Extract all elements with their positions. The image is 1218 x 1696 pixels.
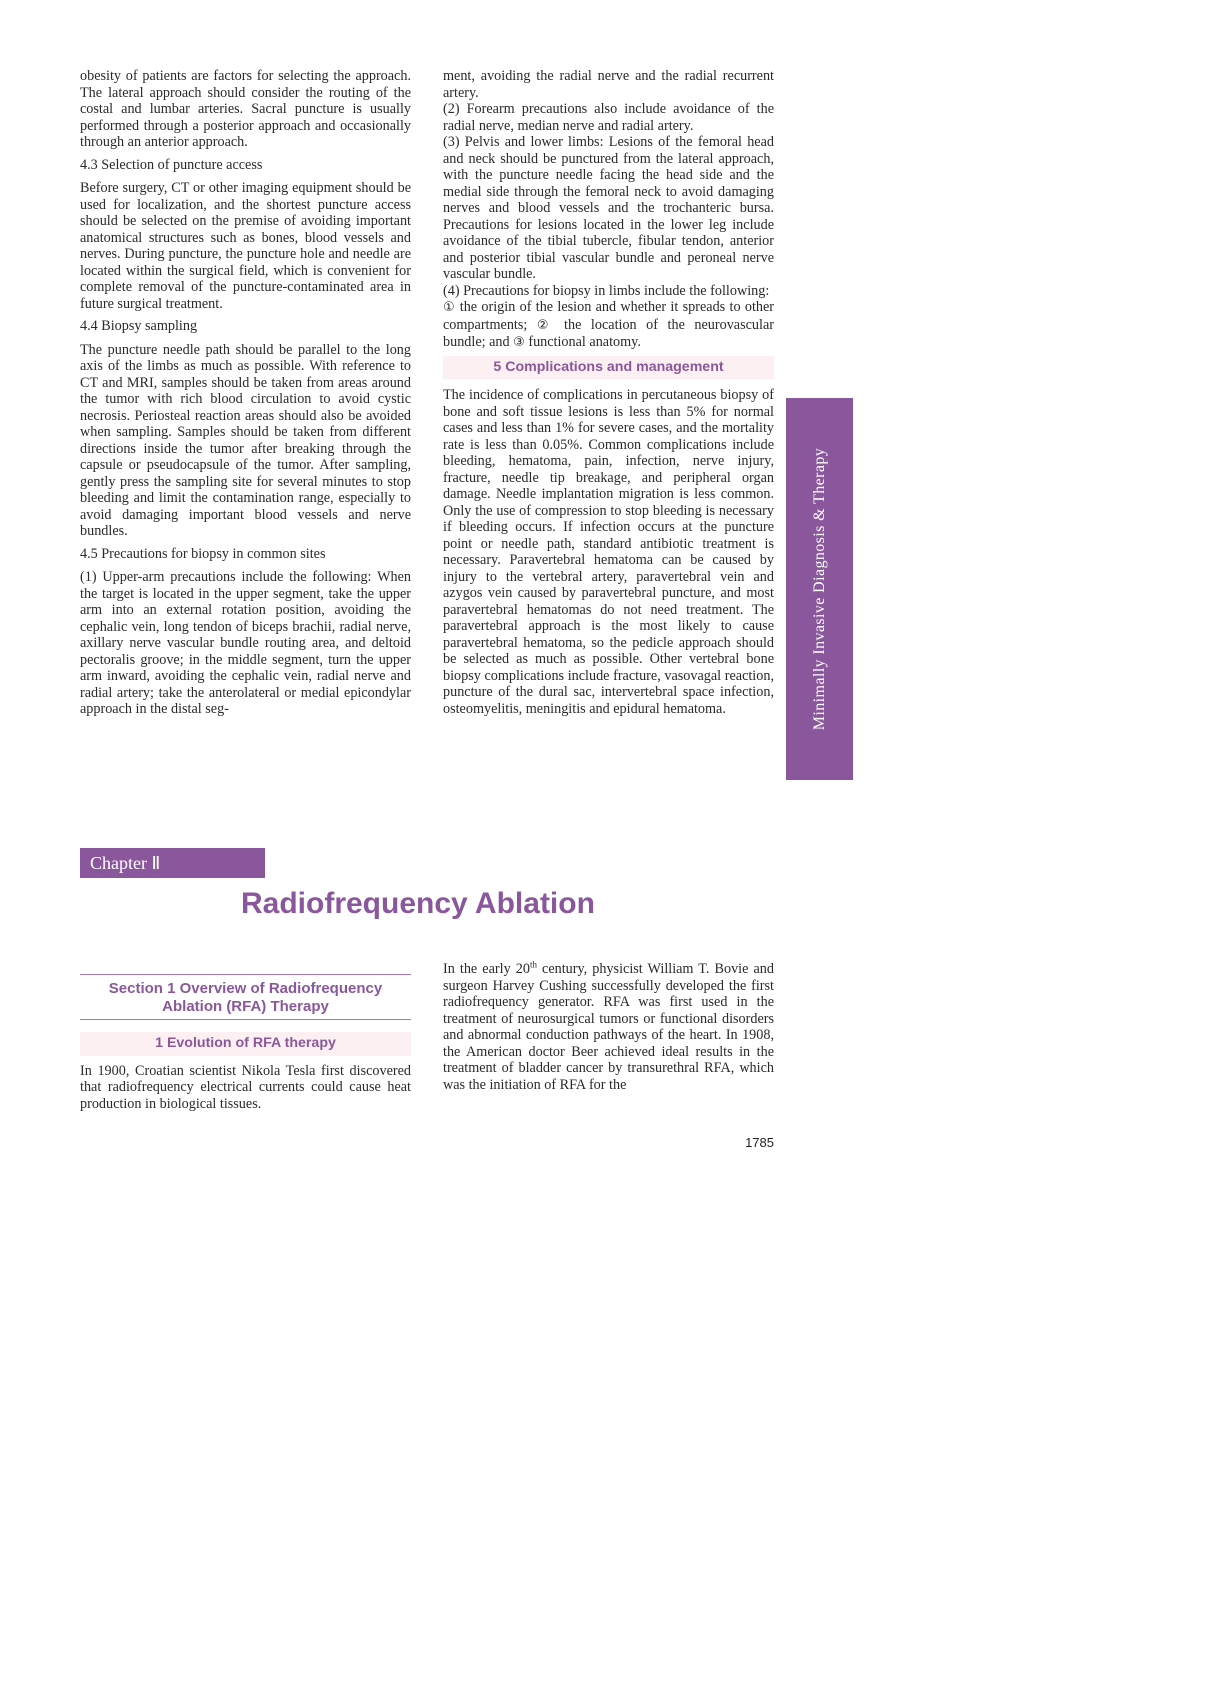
text-span: the location of the neurovascular bundle; and	[443, 316, 774, 350]
chapter-label: Chapter Ⅱ	[80, 848, 265, 878]
paragraph: Before surgery, CT or other imaging equipment should be used for localization, and the shortest puncture access should be selected on the premise of avoiding important anatomical structures such as bones, blood vessels and nerves. During puncture, the puncture hole and needle are located within the surgical field, which is convenient for complete removal of the puncture-contaminated area in future surgical treatment.	[80, 180, 411, 312]
section-heading-evolution: 1 Evolution of RFA therapy	[80, 1032, 411, 1056]
subheading-4-3: 4.3 Selection of puncture access	[80, 156, 263, 173]
paragraph: obesity of patients are factors for selecting the approach. The lateral approach should consider the routing of the costal and lumbar arteries. Sacral puncture is usually performed through a posterior approach and occasionally through an anterior approach.	[80, 68, 411, 150]
paragraph	[443, 961, 774, 1093]
text-span: century, physicist William T. Bovie and surgeon Harvey Cushing successfully developed the first radiofrequency generator. RFA was first used in the treatment of neurosurgical tumors or functional disorders and abnormal conduction pathways of the heart. In 1908, the American doctor Beer achieved ideal results in the treatment of bladder cancer by transurethral RFA, which was the initiation of RFA for the	[443, 961, 774, 1093]
side-tab	[786, 398, 853, 780]
right-column-bottom	[443, 961, 774, 1093]
section-title-box	[80, 974, 411, 1020]
paragraph: (1) Upper-arm precautions include the following: When the target is located in the upper segment, take the upper arm into an external rotation position, avoiding the cephalic vein, long tendon of biceps brachii, radial nerve, axillary nerve vascular bundle routing area, and deltoid pectoralis groove; in the middle segment, turn the upper arm inward, avoiding the cephalic vein, radial nerve and radial artery; take the anterolateral or medial epicondylar approach in the distal seg-	[80, 569, 411, 717]
page-number: 1785	[745, 1135, 774, 1150]
paragraph: (3) Pelvis and lower limbs: Lesions of the femoral head and neck should be punctured from the lateral approach, with the puncture needle facing the head side and the medial side through the femoral neck to avoid damaging nerves and blood vessels and the trochanteric bursa. Precautions for lesions located in the lower leg include avoidance of the tibial tubercle, fibular tendon, anterior and posterior tibial vascular bundle and peroneal nerve vascular bundle.	[443, 134, 774, 282]
subheading-4-5: 4.5 Precautions for biopsy in common sites	[80, 545, 326, 562]
section-title-line: Ablation (RFA) Therapy	[162, 997, 329, 1015]
circled-number: ③	[513, 335, 525, 350]
section-title-line: Section 1 Overview of Radiofrequency	[108, 980, 383, 997]
enumerated-paragraph	[443, 299, 774, 352]
left-column-bottom	[80, 1032, 411, 1112]
circled-number: ②	[536, 317, 555, 333]
paragraph: ment, avoiding the radial nerve and the radial recurrent artery.	[443, 68, 774, 101]
left-column-top	[80, 68, 411, 718]
text-span: functional anatomy.	[524, 334, 641, 350]
paragraph: (4) Precautions for biopsy in limbs include the following:	[443, 282, 770, 299]
side-tab-label: Minimally Invasive Diagnosis & Therapy	[810, 447, 828, 731]
text-span: In the early 20	[443, 961, 530, 977]
chapter-title: Radiofrequency Ablation	[241, 887, 595, 920]
superscript: th	[529, 959, 537, 970]
paragraph: The puncture needle path should be parallel to the long axis of the limbs as much as possible. With reference to CT and MRI, samples should be taken from areas around the tumor with rich blood circulation to avoid cystic necrosis. Periosteal reaction areas should also be avoided when sampling. Samples should be taken from different directions inside the tumor after breaking through the capsule or pseudocapsule of the tumor. After sampling, gently press the sampling site for several minutes to stop bleeding and limit the contamination range, especially to avoid damaging important blood vessels and nerve bundles.	[80, 341, 411, 539]
paragraph: In 1900, Croatian scientist Nikola Tesla first discovered that radiofrequency electrical currents could cause heat production in biological tissues.	[80, 1062, 411, 1112]
right-column-top	[443, 68, 774, 717]
text-span: the origin of the lesion and whether it spreads to other compartments;	[443, 299, 775, 333]
paragraph: (2) Forearm precautions also include avoidance of the radial nerve, median nerve and radial artery.	[443, 101, 774, 134]
section-heading-complications: 5 Complications and management	[443, 356, 774, 380]
paragraph: The incidence of complications in percutaneous biopsy of bone and soft tissue lesions is less than 5% for normal cases and less than 1% for severe cases, and the mortality rate is less than 0.05%. Common complications include bleeding, hematoma, pain, infection, nerve injury, fracture, needle tip breakage, and peripheral organ damage. Needle implantation migration is less common. Only the use of compression to stop bleeding is necessary if bleeding occurs. If infection occurs at the puncture point or needle path, standard antibiotic treatment is necessary. Paravertebral hematoma can be caused by injury to the vertebral artery, paravertebral vein and azygos vein caused by paravertebral puncture, and most paravertebral hematomas do not need treatment. The paravertebral approach is the most likely to cause paravertebral hematoma, so the pedicle approach should be selected as much as possible. Other vertebral bone biopsy complications include fracture, vasovagal reaction, puncture of the dural sac, intervertebral space infection, osteomyelitis, meningitis and epidural hematoma.	[443, 387, 774, 717]
circled-number: ①	[443, 300, 456, 315]
subheading-4-4: 4.4 Biopsy sampling	[80, 318, 198, 334]
